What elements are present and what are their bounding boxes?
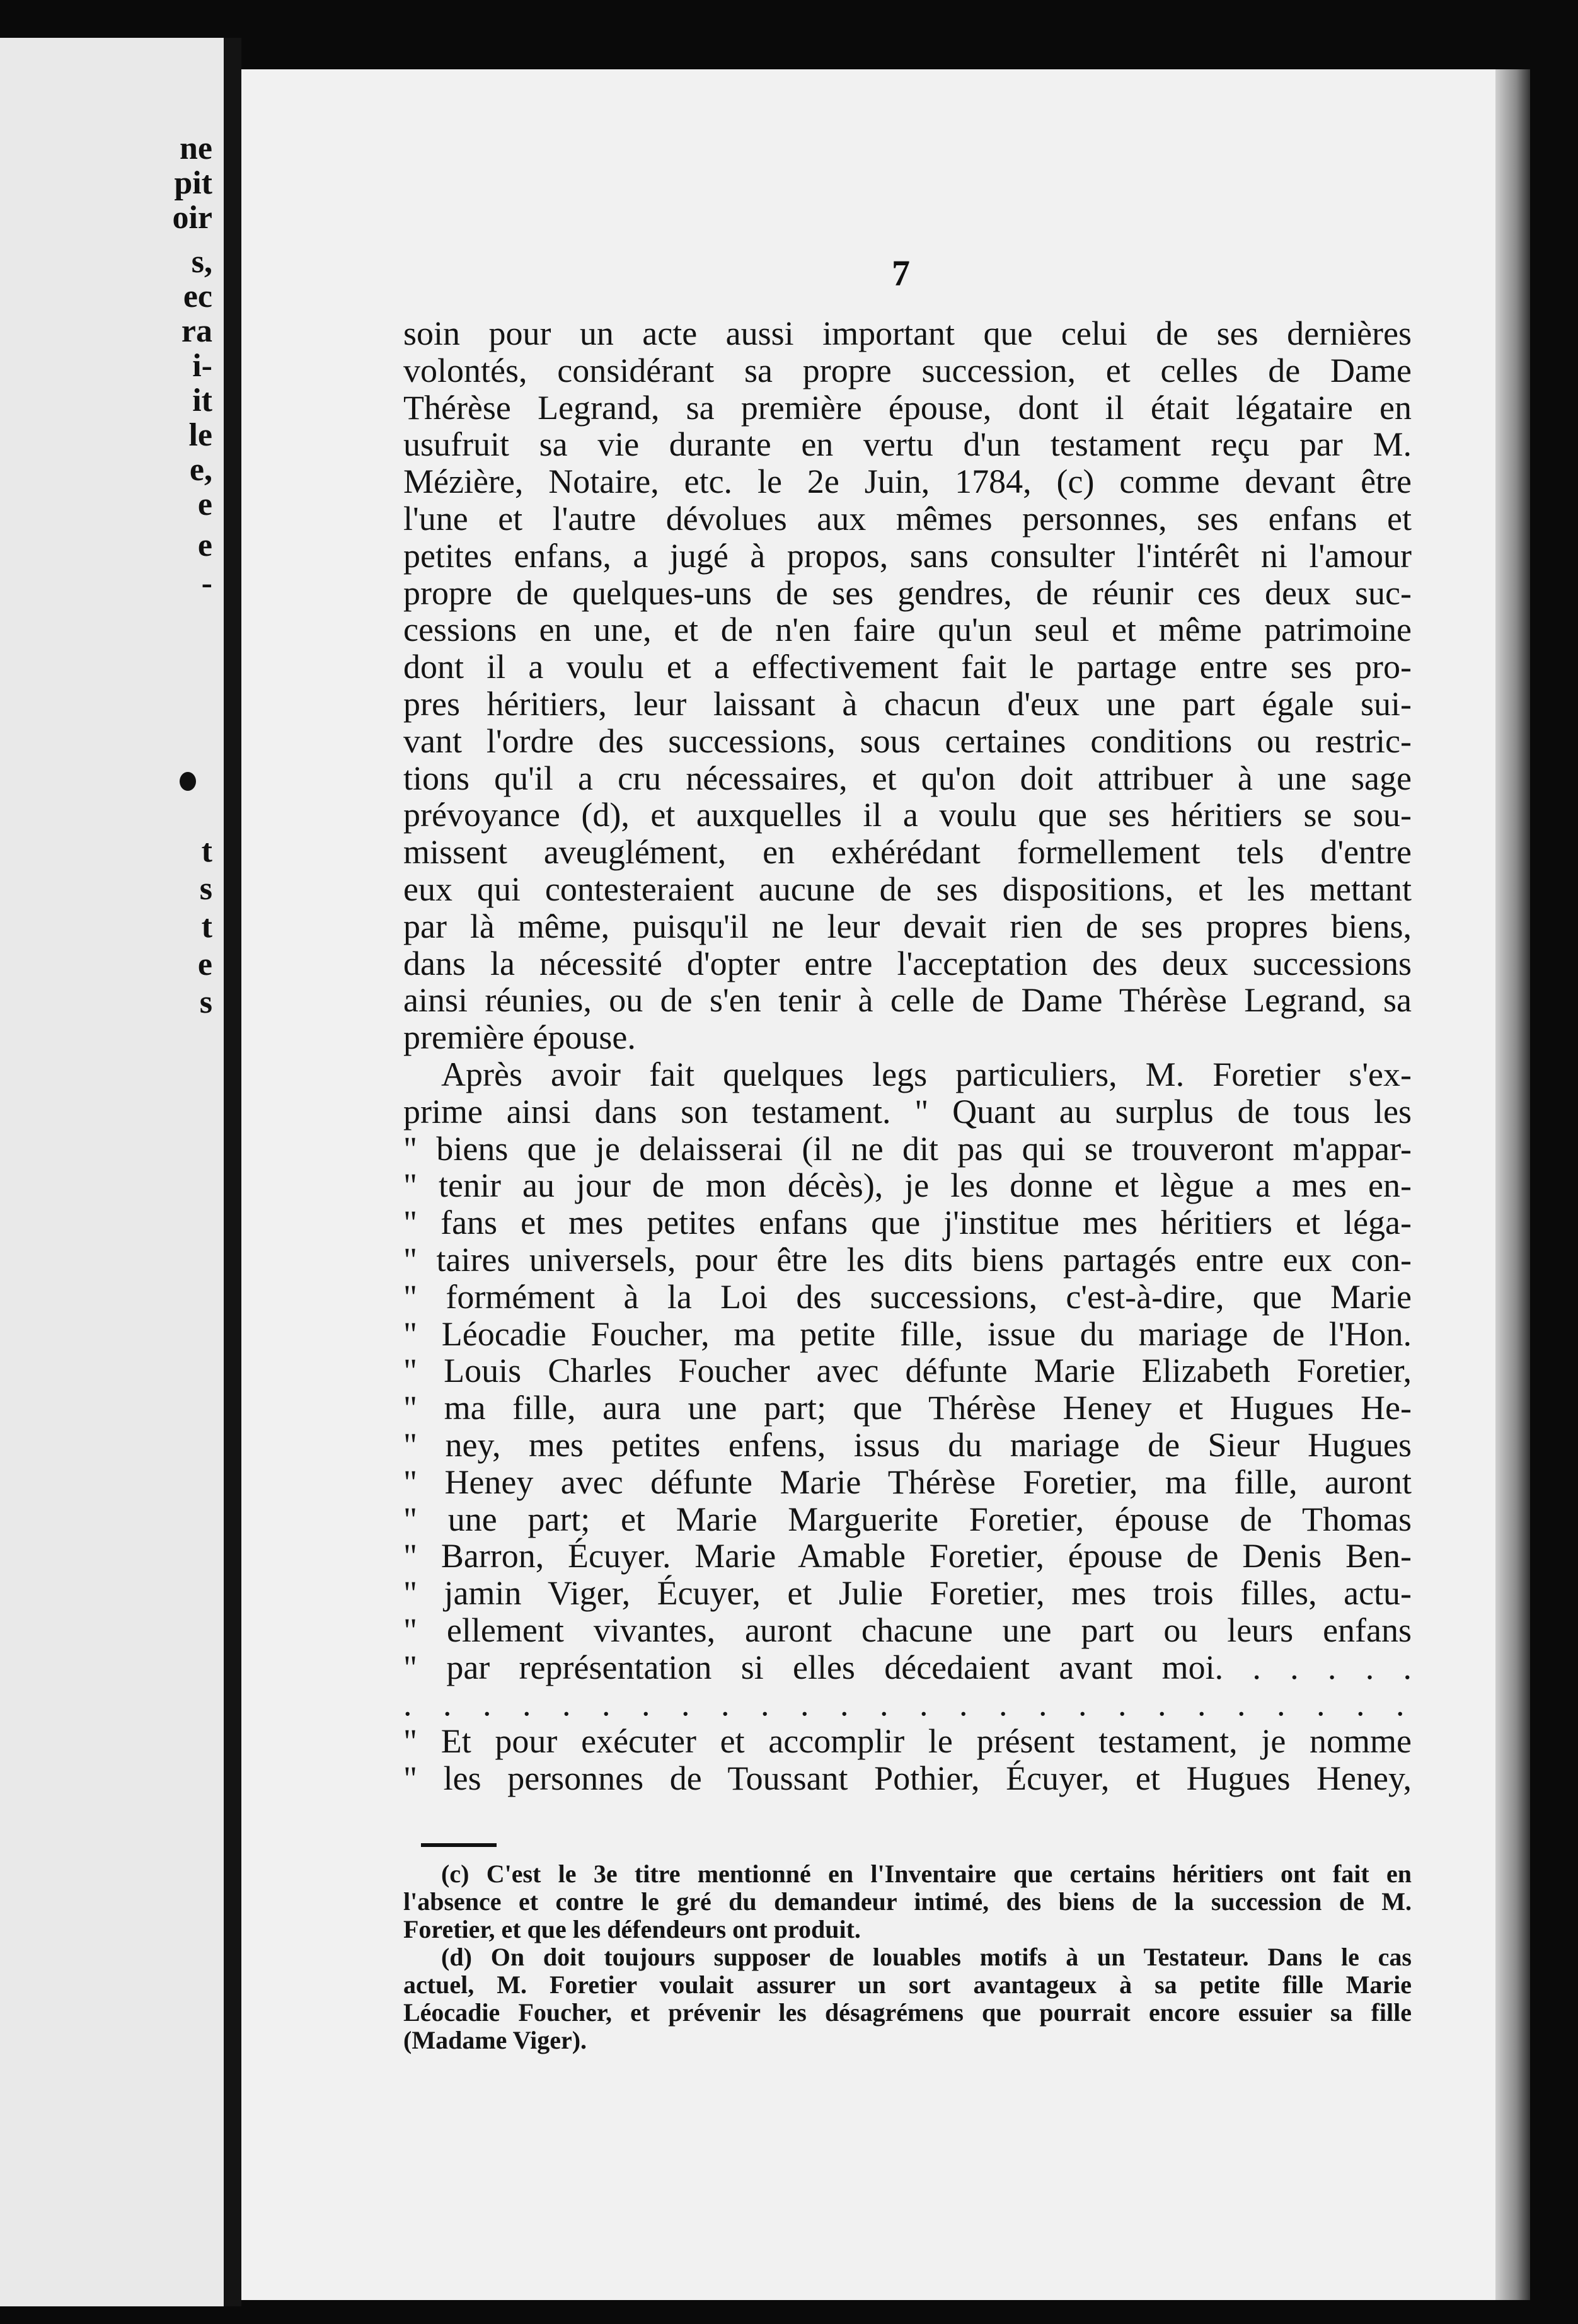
- left-page-fragment: t: [201, 909, 212, 945]
- text-line: l'une et l'autre dévolues aux mêmes personnes, ses enfans et: [403, 499, 1412, 538]
- text-line: petites enfans, a jugé à propos, sans consulter l'intérêt ni l'amour: [403, 536, 1412, 575]
- left-page-fragment: e,: [189, 452, 212, 488]
- footnote-line: (c) C'est le 3e titre mentionné en l'Inventaire que certains héritiers ont fait en: [441, 1860, 1412, 1888]
- text-line: missent aveuglément, en exhérédant formellement tels d'entre: [403, 833, 1412, 872]
- text-line: " ma fille, aura une part; que Thérèse Heney et Hugues He-: [403, 1389, 1412, 1427]
- footnotes: [403, 1860, 1412, 2054]
- text-line: tions qu'il a cru nécessaires, et qu'on doit attribuer à une sage: [403, 759, 1412, 797]
- footnote-rule: [421, 1843, 497, 1847]
- text-line: par là même, puisqu'il ne leur devait rien de ses propres biens,: [403, 907, 1412, 945]
- text-line: " par représentation si elles décedaient avant moi. . . . . .: [403, 1648, 1412, 1686]
- left-page-fragment: i-: [192, 348, 212, 384]
- footnote-line: Léocadie Foucher, et prévenir les désagrémens que pourrait encore essuier sa fille: [403, 1998, 1412, 2027]
- left-page-fragment: it: [192, 383, 212, 418]
- book-gutter: [224, 38, 241, 2306]
- text-line: cessions en une, et de n'en faire qu'un seul et même patrimoine: [403, 611, 1412, 649]
- page-number: 7: [892, 253, 910, 294]
- left-page-fragment: ec: [183, 279, 212, 314]
- left-page-fragment: e: [197, 527, 212, 563]
- text-line: " Léocadie Foucher, ma petite fille, issue du mariage de l'Hon.: [403, 1314, 1412, 1353]
- text-line: " biens que je delaisserai (il ne dit pas qui se trouveront m'appar-: [403, 1129, 1412, 1168]
- text-line: usufruit sa vie durante en vertu d'un testament reçu par M.: [403, 425, 1412, 464]
- text-line: prime ainsi dans son testament. " Quant au surplus de tous les: [403, 1092, 1412, 1130]
- text-line: pres héritiers, leur laissant à chacun d'eux une part égale sui-: [403, 684, 1412, 723]
- text-line: " taires universels, pour être les dits biens partagés entre eux con-: [403, 1240, 1412, 1279]
- left-page-fragment: ra: [181, 313, 212, 349]
- left-page-fragment: s,: [191, 244, 212, 280]
- text-line: " ellement vivantes, auront chacune une part ou leurs enfans: [403, 1611, 1412, 1649]
- text-line: " tenir au jour de mon décès), je les donne et lègue a mes en-: [403, 1166, 1412, 1205]
- text-line: " une part; et Marie Marguerite Foretier, épouse de Thomas: [403, 1500, 1412, 1538]
- text-line: " formément à la Loi des successions, c'est-à-dire, que Marie: [403, 1277, 1412, 1316]
- left-page-fragment: e: [197, 946, 212, 982]
- text-line: propre de quelques-uns de ses gendres, de réunir ces deux suc-: [403, 573, 1412, 612]
- text-line: soin pour un acte aussi important que celui de ses dernières: [403, 314, 1412, 352]
- text-line: " Barron, Écuyer. Marie Amable Foretier, épouse de Denis Ben-: [403, 1537, 1412, 1575]
- left-page-edge: [0, 38, 224, 2306]
- text-line: volontés, considérant sa propre succession, et celles de Dame: [403, 351, 1412, 389]
- left-page-fragment: s: [199, 871, 212, 907]
- text-line: vant l'ordre des successions, sous certaines conditions ou restric-: [403, 722, 1412, 760]
- text-line: . . . . . . . . . . . . . . . . . . . . . . . . . .: [403, 1685, 1416, 1723]
- text-line: prévoyance (d), et auxquelles il a voulu que ses héritiers se sou-: [403, 796, 1412, 834]
- text-line: première épouse.: [403, 1018, 636, 1057]
- text-line: " Louis Charles Foucher avec défunte Marie Elizabeth Foretier,: [403, 1352, 1412, 1390]
- text-line: Thérèse Legrand, sa première épouse, dont il était légataire en: [403, 388, 1412, 427]
- left-page-fragment: -: [201, 565, 212, 601]
- left-page-fragment: s: [199, 984, 212, 1020]
- text-line: " jamin Viger, Écuyer, et Julie Foretier, mes trois filles, actu-: [403, 1574, 1412, 1613]
- page-edge-shadow: [1495, 69, 1530, 2300]
- text-line: ainsi réunies, ou de s'en tenir à celle de Dame Thérèse Legrand, sa: [403, 981, 1412, 1020]
- footnote-line: actuel, M. Foretier voulait assurer un sort avantageux à sa petite fille Marie: [403, 1970, 1412, 1999]
- footnote-line: Foretier, et que les défendeurs ont produit.: [403, 1915, 861, 1943]
- left-page-fragment: le: [188, 417, 212, 453]
- body-text: [403, 314, 1416, 1798]
- footnote-line: l'absence et contre le gré du demandeur intimé, des biens de la succession de M.: [403, 1887, 1412, 1916]
- text-line: " ney, mes petites enfens, issus du mariage de Sieur Hugues: [403, 1425, 1412, 1464]
- text-line: " fans et mes petites enfans que j'institue mes héritiers et léga-: [403, 1204, 1412, 1242]
- left-page-fragment: oir: [172, 200, 212, 236]
- left-page-fragment: ne: [180, 130, 212, 166]
- text-line: " Heney avec défunte Marie Thérèse Foretier, ma fille, auront: [403, 1463, 1412, 1501]
- footnote-line: (Madame Viger).: [403, 2026, 587, 2054]
- ink-blot: [180, 772, 196, 791]
- footnote-line: (d) On doit toujours supposer de louables motifs à un Testateur. Dans le cas: [441, 1943, 1412, 1971]
- text-line: dans la nécessité d'opter entre l'acceptation des deux successions: [403, 944, 1412, 982]
- left-page-fragment: t: [201, 833, 212, 869]
- text-line: Mézière, Notaire, etc. le 2e Juin, 1784, (c) comme devant être: [403, 463, 1412, 501]
- text-line: " Et pour exécuter et accomplir le présent testament, je nomme: [403, 1722, 1412, 1761]
- left-page-fragment: pit: [174, 165, 212, 201]
- left-page-fragment: e: [197, 486, 212, 522]
- text-line: dont il a voulu et a effectivement fait le partage entre ses pro-: [403, 648, 1412, 686]
- text-line: eux qui contesteraient aucune de ses dispositions, et les mettant: [403, 870, 1412, 908]
- text-line: " les personnes de Toussant Pothier, Écuyer, et Hugues Heney,: [403, 1759, 1412, 1798]
- text-line: Après avoir fait quelques legs particuliers, M. Foretier s'ex-: [441, 1055, 1412, 1093]
